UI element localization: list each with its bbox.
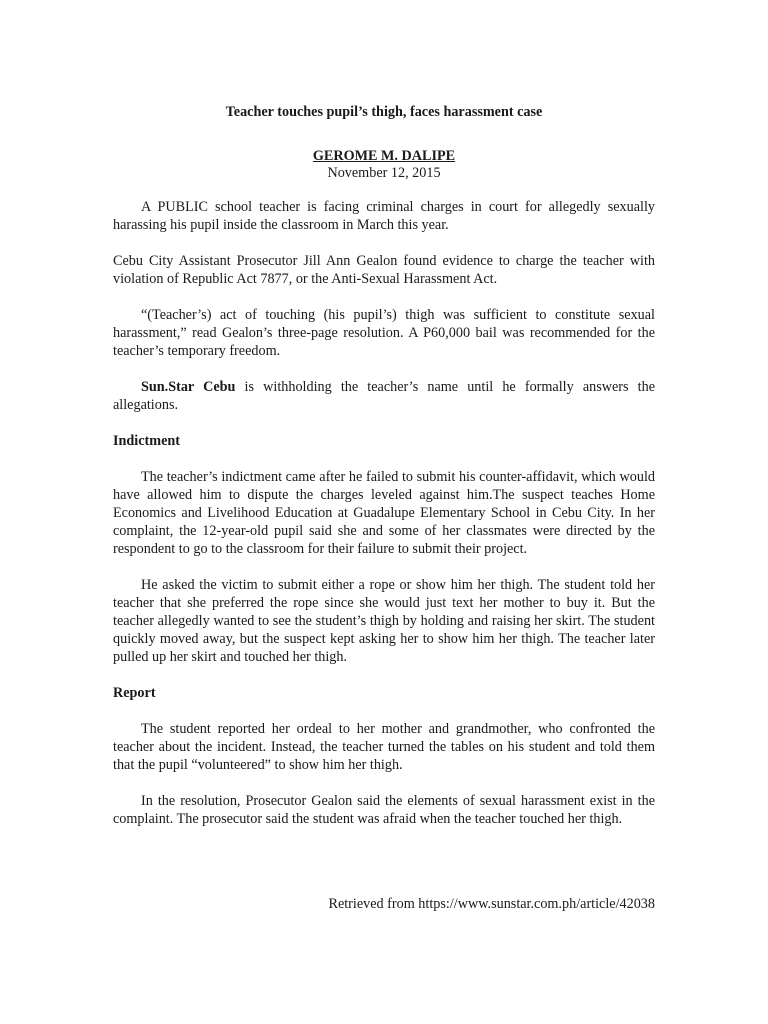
article-author: GEROME M. DALIPE (312, 148, 456, 164)
paragraph-7: The student reported her ordeal to her mother and grandmother, who confronted the teacher about the incident. Instead, the teacher turned the tables on his student and told them that the pupil “volunteered” to show him her thigh. (113, 721, 655, 773)
publication-name: Sun.Star Cebu (141, 379, 236, 395)
paragraph-4-text: is withholding the teacher’s name until he formally answers the allegations. (113, 379, 655, 413)
article-title: Teacher touches pupil’s thigh, faces harassment case (225, 104, 543, 120)
heading-report: Report (113, 685, 156, 701)
paragraph-4 (113, 378, 655, 414)
article-body (113, 198, 655, 846)
paragraph-6: He asked the victim to submit either a rope or show him her thigh. The student told her teacher that she preferred the rope since she would just text her mother to buy it. But the teacher allegedly wanted to see the student’s thigh by holding and raising her skirt. The student quickly moved away, but the suspect kept asking her to show him her thigh. The teacher later pulled up her skirt and touched her thigh. (113, 577, 655, 665)
paragraph-2: Cebu City Assistant Prosecutor Jill Ann Gealon found evidence to charge the teacher with violation of Republic Act 7877, or the Anti-Sexual Harassment Act. (113, 253, 655, 287)
document-page (113, 0, 655, 1024)
paragraph-5: The teacher’s indictment came after he failed to submit his counter-affidavit, which would have allowed him to dispute the charges leveled against him.The suspect teaches Home Economics and Livelihood Education at Guadalupe Elementary School in Cebu City. In her complaint, the 12-year-old pupil said she and some of her classmates were directed by the respondent to go to the classroom for their failure to submit their project. (113, 469, 655, 557)
source-citation: Retrieved from https://www.sunstar.com.ph/article/42038 (328, 896, 655, 912)
paragraph-8: In the resolution, Prosecutor Gealon said the elements of sexual harassment exist in the complaint. The prosecutor said the student was afraid when the teacher touched her thigh. (113, 793, 655, 827)
heading-indictment: Indictment (113, 433, 180, 449)
paragraph-3: “(Teacher’s) act of touching (his pupil’s) thigh was sufficient to constitute sexual harassment,” read Gealon’s three-page resolution. A P60,000 bail was recommended for the teacher’s temporary freedom. (113, 307, 655, 359)
article-date: November 12, 2015 (327, 165, 441, 181)
paragraph-1: A PUBLIC school teacher is facing criminal charges in court for allegedly sexually harassing his pupil inside the classroom in March this year. (113, 199, 655, 233)
